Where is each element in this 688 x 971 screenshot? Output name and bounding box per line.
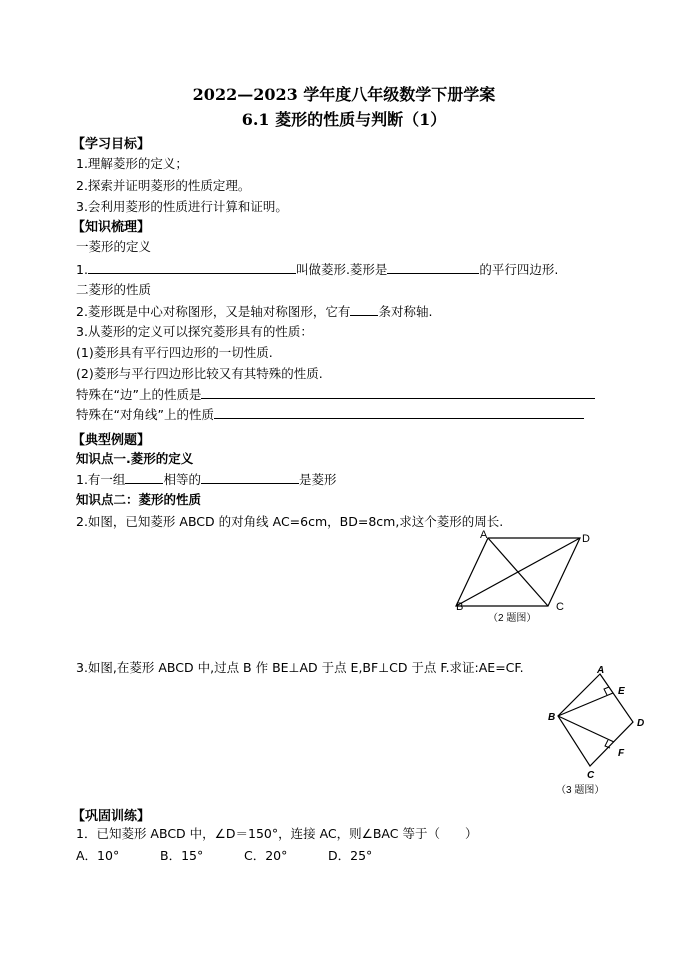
objective-item-1: 1.理解菱形的定义； (76, 156, 188, 171)
right-angle-e (604, 687, 609, 695)
objective-item-2: 2.探索并证明菱形的性质定理。 (76, 178, 251, 193)
q2-suffix: 条对称轴. (378, 304, 433, 319)
review-question-3: 3.从菱形的定义可以探究菱形具有的性质： (76, 324, 313, 339)
examples-heading: 【典型例题】 (72, 433, 151, 448)
option-a[interactable]: A．10° (76, 848, 120, 863)
example-1 (76, 471, 336, 488)
definition-title: 一菱形的定义 (76, 239, 152, 254)
option-d[interactable]: D．25° (328, 848, 373, 863)
review-question-1 (76, 261, 558, 278)
diagonal-property-line (76, 406, 584, 423)
practice-question-1: 1．已知菱形 ABCD 中，∠D＝150°，连接 AC，则∠BAC 等于（ ） (76, 826, 478, 841)
objective-item-3: 3.会利用菱形的性质进行计算和证明。 (76, 199, 288, 214)
fig3-label-a: A (597, 665, 605, 676)
fig2-label-a: A (480, 529, 488, 541)
fig3-label-c: C (587, 770, 595, 781)
q2-prefix: 2.菱形既是中心对称图形，又是轴对称图形，它有 (76, 304, 351, 319)
option-b[interactable]: B．15° (160, 848, 204, 863)
figure-2 (448, 524, 598, 629)
practice-heading: 【巩固训练】 (72, 809, 151, 824)
q2-blank[interactable] (350, 303, 378, 316)
e1-suffix: 是菱形 (298, 472, 337, 487)
edge-property-line (76, 386, 595, 403)
edge-property-label: 特殊在“边”上的性质是 (76, 387, 202, 402)
review-question-3-1: (1)菱形具有平行四边形的一切性质. (76, 345, 273, 360)
fig3-label-b: B (548, 712, 556, 723)
fig2-label-b: B (456, 601, 464, 613)
q1-blank-1[interactable] (88, 261, 296, 274)
q1-mid: 叫做菱形.菱形是 (295, 262, 388, 277)
page-subtitle: 6.1 菱形的性质与判断（1） (241, 110, 447, 129)
option-c[interactable]: C．20° (244, 848, 288, 863)
fig3-label-f: F (618, 748, 625, 759)
diagonal-property-label: 特殊在“对角线”上的性质 (76, 407, 214, 422)
segment-be (558, 693, 613, 716)
e1-prefix: 1.有一组 (76, 472, 126, 487)
objectives-heading: 【学习目标】 (72, 137, 151, 152)
edge-property-blank[interactable] (201, 386, 595, 399)
q1-suffix: 的平行四边形. (479, 262, 559, 277)
e1-mid: 相等的 (163, 472, 201, 487)
review-question-3-2: (2)菱形与平行四边形比较又有其特殊的性质. (76, 366, 323, 381)
knowledge-point-1: 知识点一.菱形的定义 (76, 451, 194, 466)
fig2-caption: （2 题图） (488, 613, 537, 624)
review-question-2 (76, 303, 432, 320)
review-heading: 【知识梳理】 (72, 220, 151, 235)
knowledge-point-2: 知识点二：菱形的性质 (76, 492, 202, 507)
fig2-label-d: D (582, 533, 590, 545)
fig2-label-c: C (556, 601, 564, 613)
example-2: 2.如图，已知菱形 ABCD 的对角线 AC=6cm，BD=8cm,求这个菱形的周长. (76, 514, 504, 529)
q1-blank-2[interactable] (387, 261, 479, 274)
e1-blank-2[interactable] (201, 471, 299, 484)
example-3: 3.如图,在菱形 ABCD 中,过点 B 作 BE⊥AD 于点 E,BF⊥CD 于点 F.求证:AE=CF. (76, 660, 524, 675)
fig3-caption: （3 题图） (556, 785, 605, 796)
fig3-label-d: D (637, 718, 645, 729)
diagonal-property-blank[interactable] (214, 406, 584, 419)
page-title: 2022—2023 学年度八年级数学下册学案 (192, 85, 496, 104)
property-title: 二菱形的性质 (76, 282, 152, 297)
q1-prefix: 1. (76, 262, 88, 277)
fig3-label-e: E (618, 686, 625, 697)
e1-blank-1[interactable] (125, 471, 163, 484)
figure-3 (540, 662, 660, 798)
diagonal-bd (456, 538, 580, 606)
